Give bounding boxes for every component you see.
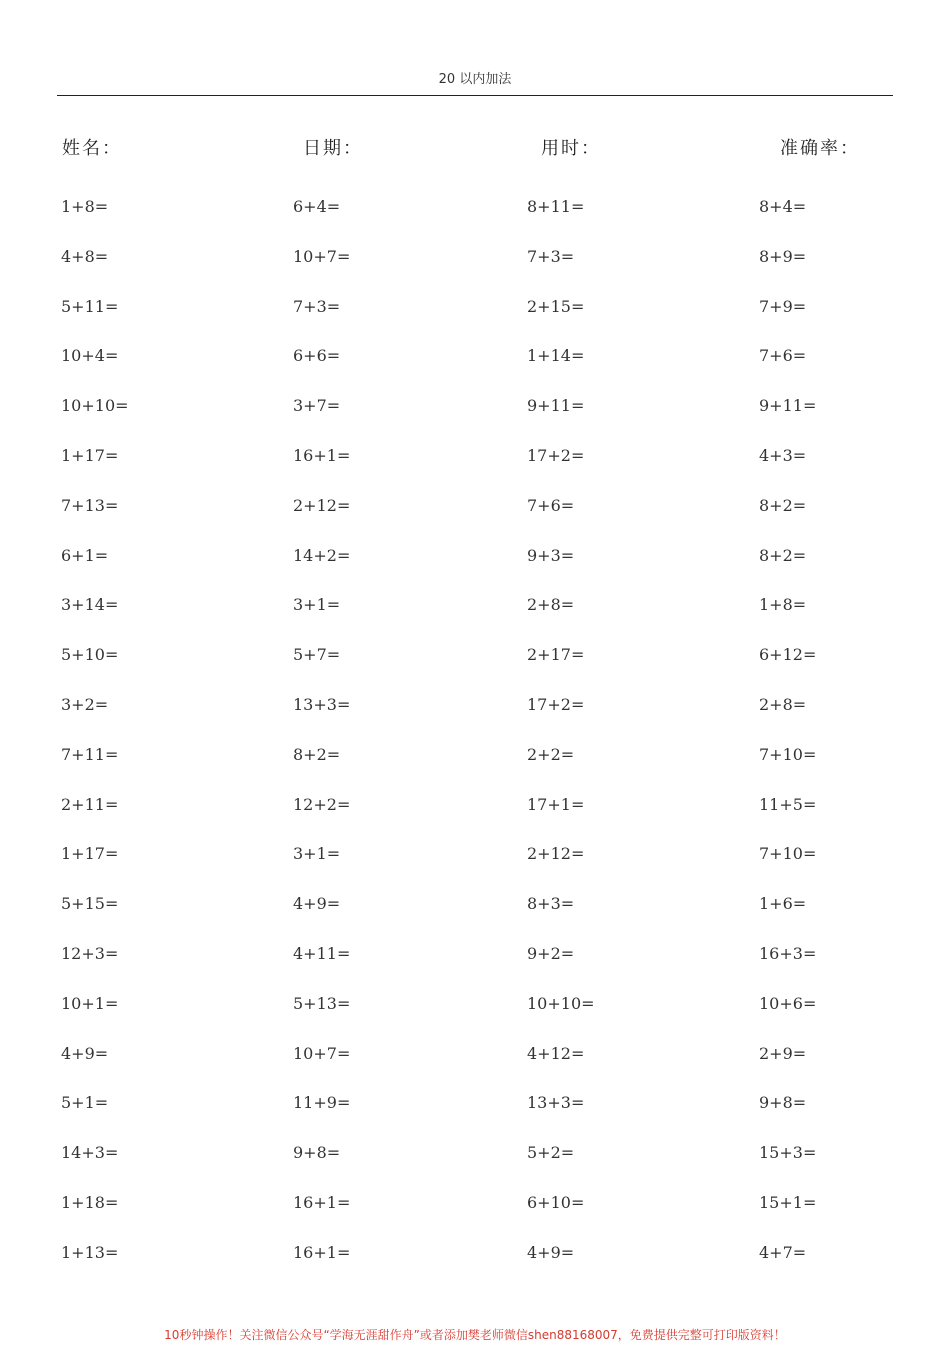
addition-problem: 2+15= (527, 296, 585, 316)
addition-problem: 1+13= (61, 1242, 119, 1262)
addition-problem: 5+11= (61, 296, 119, 316)
addition-problem: 10+4= (61, 346, 119, 366)
addition-problem: 15+3= (759, 1143, 817, 1163)
addition-problem: 7+11= (61, 744, 119, 764)
addition-problem: 10+7= (293, 246, 351, 266)
addition-problem: 7+10= (759, 744, 817, 764)
problem-row (0, 534, 950, 584)
addition-problem: 10+6= (759, 993, 817, 1013)
addition-problem: 7+6= (527, 495, 575, 515)
addition-problem: 14+3= (61, 1143, 119, 1163)
addition-problem: 8+4= (759, 197, 807, 216)
addition-problem: 8+11= (527, 197, 585, 216)
addition-problem: 12+2= (293, 794, 351, 814)
addition-problem: 5+7= (293, 645, 341, 665)
problem-row (0, 334, 950, 384)
problem-row (0, 633, 950, 683)
addition-problem: 6+12= (759, 645, 817, 665)
addition-problem: 13+3= (293, 694, 351, 714)
student-info-row (0, 134, 950, 160)
addition-problem: 6+1= (61, 545, 109, 565)
addition-problem: 9+2= (527, 943, 575, 963)
addition-problem: 9+8= (293, 1143, 341, 1163)
name-field-label: 姓名： (62, 138, 122, 159)
addition-problem: 7+10= (759, 844, 817, 864)
addition-problem: 5+15= (61, 894, 119, 914)
addition-problem: 10+10= (527, 993, 595, 1013)
addition-problem: 7+3= (293, 296, 341, 316)
addition-problem: 16+1= (293, 1242, 351, 1262)
problem-grid (0, 185, 950, 1281)
addition-problem: 3+2= (61, 694, 109, 714)
problem-row (0, 1032, 950, 1082)
problem-row (0, 982, 950, 1032)
addition-problem: 8+2= (759, 495, 807, 515)
addition-problem: 7+3= (527, 246, 575, 266)
problem-row (0, 1131, 950, 1181)
addition-problem: 1+17= (61, 844, 119, 864)
addition-problem: 4+9= (527, 1242, 575, 1262)
addition-problem: 2+11= (61, 794, 119, 814)
addition-problem: 1+18= (61, 1192, 119, 1212)
addition-problem: 17+1= (527, 794, 585, 814)
addition-problem: 4+8= (61, 246, 109, 266)
addition-problem: 4+9= (61, 1043, 109, 1063)
addition-problem: 14+2= (293, 545, 351, 565)
addition-problem: 17+2= (527, 445, 585, 465)
addition-problem: 8+2= (759, 545, 807, 565)
addition-problem: 2+9= (759, 1043, 807, 1063)
addition-problem: 8+3= (527, 894, 575, 914)
addition-problem: 16+1= (293, 1192, 351, 1212)
addition-problem: 2+8= (759, 694, 807, 714)
addition-problem: 3+1= (293, 595, 341, 615)
addition-problem: 16+3= (759, 943, 817, 963)
addition-problem: 7+13= (61, 495, 119, 515)
addition-problem: 9+8= (759, 1093, 807, 1113)
problem-row (0, 235, 950, 285)
problem-row (0, 484, 950, 534)
addition-problem: 8+9= (759, 246, 807, 266)
problem-row (0, 783, 950, 833)
addition-problem: 2+8= (527, 595, 575, 615)
addition-problem: 6+10= (527, 1192, 585, 1212)
addition-problem: 5+10= (61, 645, 119, 665)
addition-problem: 6+4= (293, 197, 341, 216)
addition-problem: 3+14= (61, 595, 119, 615)
addition-problem: 10+1= (61, 993, 119, 1013)
problem-row (0, 683, 950, 733)
addition-problem: 1+8= (61, 197, 109, 216)
addition-problem: 1+14= (527, 346, 585, 366)
addition-problem: 10+7= (293, 1043, 351, 1063)
problem-row (0, 185, 950, 235)
problem-row (0, 384, 950, 434)
addition-problem: 4+12= (527, 1043, 585, 1063)
addition-problem: 4+9= (293, 894, 341, 914)
addition-problem: 1+17= (61, 445, 119, 465)
problem-row (0, 1081, 950, 1131)
addition-problem: 6+6= (293, 346, 341, 366)
addition-problem: 7+9= (759, 296, 807, 316)
problem-row (0, 1181, 950, 1231)
addition-problem: 7+6= (759, 346, 807, 366)
problem-row (0, 583, 950, 633)
footer-promo-note: 10秒钟操作！关注微信公众号“学海无涯甜作舟”或者添加樊老师微信shen88168007，免费提供完整可打印版资料！ (164, 1328, 786, 1342)
addition-problem: 1+6= (759, 894, 807, 914)
addition-problem: 2+12= (527, 844, 585, 864)
addition-problem: 4+3= (759, 445, 807, 465)
problem-row (0, 1231, 950, 1281)
addition-problem: 12+3= (61, 943, 119, 963)
addition-problem: 3+1= (293, 844, 341, 864)
problem-row (0, 733, 950, 783)
addition-problem: 2+12= (293, 495, 351, 515)
addition-problem: 2+17= (527, 645, 585, 665)
addition-problem: 2+2= (527, 744, 575, 764)
addition-problem: 17+2= (527, 694, 585, 714)
problem-row (0, 434, 950, 484)
accuracy-field-label: 准确率： (780, 138, 860, 159)
addition-problem: 4+11= (293, 943, 351, 963)
problem-row (0, 882, 950, 932)
problem-row (0, 832, 950, 882)
addition-problem: 13+3= (527, 1093, 585, 1113)
addition-problem: 8+2= (293, 744, 341, 764)
addition-problem: 11+9= (293, 1093, 351, 1113)
problem-row (0, 932, 950, 982)
addition-problem: 10+10= (61, 396, 129, 416)
addition-problem: 16+1= (293, 445, 351, 465)
addition-problem: 9+11= (527, 396, 585, 416)
worksheet-title: 20 以内加法 (57, 68, 893, 96)
addition-problem: 3+7= (293, 396, 341, 416)
addition-problem: 11+5= (759, 794, 817, 814)
addition-problem: 15+1= (759, 1192, 817, 1212)
addition-problem: 5+2= (527, 1143, 575, 1163)
addition-problem: 9+11= (759, 396, 817, 416)
addition-problem: 4+7= (759, 1242, 807, 1262)
date-field-label: 日期： (303, 138, 363, 159)
addition-problem: 1+8= (759, 595, 807, 615)
addition-problem: 9+3= (527, 545, 575, 565)
addition-problem: 5+1= (61, 1093, 109, 1113)
problem-row (0, 285, 950, 335)
time-used-field-label: 用时： (541, 138, 601, 159)
addition-problem: 5+13= (293, 993, 351, 1013)
